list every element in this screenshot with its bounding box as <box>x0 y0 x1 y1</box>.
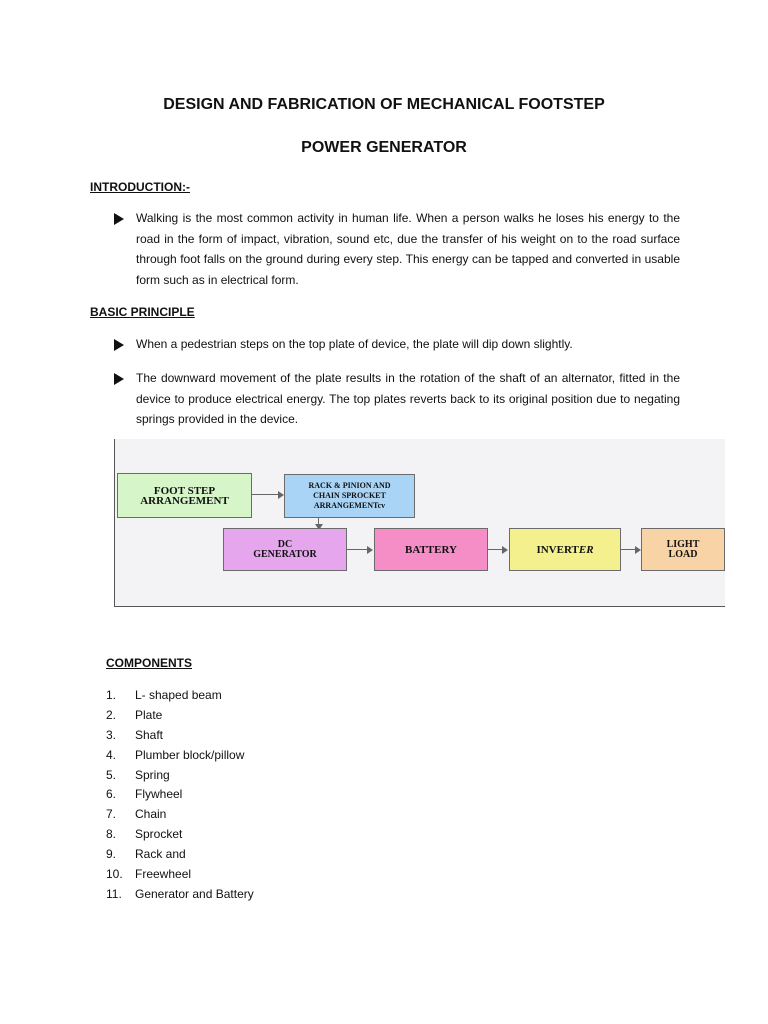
arrow-foot-to-rack <box>251 494 279 495</box>
list-label: Shaft <box>135 727 164 742</box>
arrowhead-icon <box>367 546 373 554</box>
list-label: Rack and <box>135 847 186 862</box>
list-item <box>106 845 254 865</box>
inverter-label-a: INVERT <box>536 543 579 556</box>
inverter-label <box>536 545 593 555</box>
list-label: Plate <box>135 707 163 722</box>
list-label: Plumber block/pillow <box>135 747 245 762</box>
list-label: Generator and Battery <box>135 886 254 901</box>
list-number: 3. <box>106 727 117 742</box>
list-item <box>106 706 254 726</box>
bullet-arrow-icon <box>114 339 124 351</box>
introduction-heading: INTRODUCTION:- <box>90 180 190 194</box>
document-title: DESIGN AND FABRICATION OF MECHANICAL FOOTSTEP <box>163 96 605 113</box>
document-subtitle: POWER GENERATOR <box>301 139 467 156</box>
light-label-2: LOAD <box>668 548 698 560</box>
list-number: 9. <box>106 847 117 862</box>
bullet-text: The downward movement of the plate results in the rotation of the shaft of an alternator, fitted in the device to produce electrical energy. The top plates reverts back to its original position due to negating springs provided in the device. <box>136 371 680 426</box>
list-number: 2. <box>106 707 117 722</box>
bullet-arrow-icon <box>114 373 124 385</box>
list-label: Freewheel <box>135 867 192 882</box>
list-item <box>106 865 254 885</box>
list-item <box>106 726 254 746</box>
rack-pinion-box <box>284 474 415 518</box>
dc-label-2: GENERATOR <box>253 548 317 560</box>
rack-label-1: RACK & PINION AND <box>308 481 391 490</box>
basic-principle-heading: BASIC PRINCIPLE <box>90 305 195 319</box>
rack-label-3: ARRANGEMENTcv <box>313 501 386 510</box>
foot-step-box <box>117 473 252 518</box>
introduction-bullet <box>114 208 680 290</box>
list-label: Flywheel <box>135 787 183 802</box>
inverter-label-b: ER <box>578 543 594 556</box>
list-item <box>106 785 254 805</box>
list-item <box>106 885 254 905</box>
light-load-box <box>641 528 725 571</box>
list-item <box>106 686 254 706</box>
foot-step-label-2: ARRANGEMENT <box>140 494 229 507</box>
arrowhead-icon <box>502 546 508 554</box>
dc-label-1: DC <box>277 538 293 550</box>
battery-label: BATTERY <box>405 543 457 556</box>
components-list <box>106 686 254 905</box>
principle-bullet-1 <box>114 334 680 355</box>
list-label: Spring <box>135 767 170 782</box>
bullet-arrow-icon <box>114 213 124 225</box>
list-number: 4. <box>106 747 117 762</box>
arrow-dc-to-battery <box>346 549 368 550</box>
list-number: 5. <box>106 767 117 782</box>
list-label: Chain <box>135 807 167 822</box>
list-label: Sprocket <box>135 827 183 842</box>
arrow-battery-to-inverter <box>487 549 503 550</box>
principle-bullet-2 <box>114 368 680 430</box>
light-label-1: LIGHT <box>666 538 700 550</box>
list-number: 8. <box>106 827 117 842</box>
list-number: 11. <box>106 886 122 901</box>
list-number: 10. <box>106 867 123 882</box>
block-diagram <box>114 439 725 607</box>
list-item <box>106 825 254 845</box>
list-item <box>106 766 254 786</box>
bullet-text: When a pedestrian steps on the top plate of device, the plate will dip down slightly. <box>136 337 573 351</box>
battery-box <box>374 528 488 571</box>
inverter-box <box>509 528 621 571</box>
bullet-text: Walking is the most common activity in human life. When a person walks he loses his energy to the road in the form of impact, vibration, sound etc, due the transfer of his weight on to the road surface through foot falls on the ground during every step. This energy can be tapped and converted in usable form such as in electrical form. <box>136 211 680 287</box>
list-number: 1. <box>106 688 117 702</box>
components-heading: COMPONENTS <box>106 656 193 670</box>
list-number: 7. <box>106 807 117 822</box>
list-item <box>106 746 254 766</box>
dc-generator-box <box>223 528 347 571</box>
list-number: 6. <box>106 787 117 802</box>
list-item <box>106 805 254 825</box>
foot-step-label-1: FOOT STEP <box>153 484 216 497</box>
arrow-inverter-to-load <box>620 549 636 550</box>
list-label: L- shaped beam <box>135 688 222 702</box>
rack-label-2: CHAIN SPROCKET <box>313 491 386 500</box>
